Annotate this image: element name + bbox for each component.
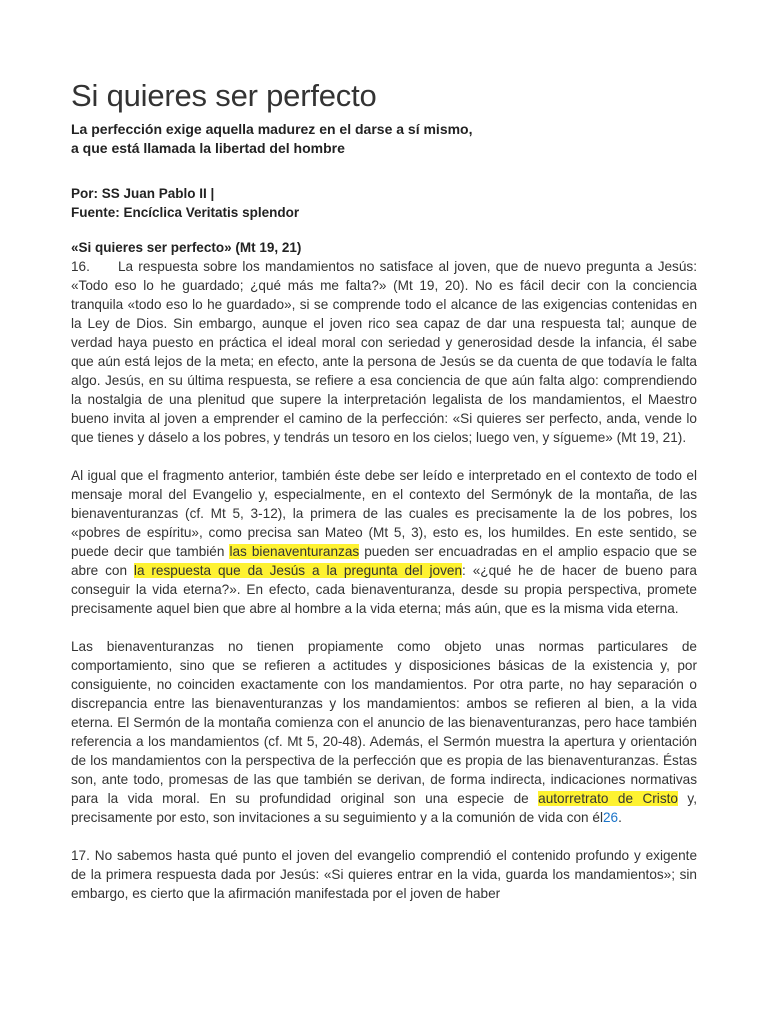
article-subtitle xyxy=(71,120,697,158)
section-heading: «Si quieres ser perfecto» (Mt 19, 21) xyxy=(71,240,302,255)
highlight-respuesta[interactable]: la respuesta que da Jesús a la pregunta del joven xyxy=(133,563,463,578)
paragraph-2 xyxy=(71,466,697,618)
article-body xyxy=(71,78,697,903)
paragraph-17: 17. No sabemos hasta qué punto el joven del evangelio comprendió el contenido profundo y exigente de la primera respuesta dada por Jesús: «Si quieres entrar en la vida, guarda los mandamientos»; sin embargo, es cierto que la afirmación manifestada por el joven de haber xyxy=(71,848,697,901)
paragraph-3 xyxy=(71,637,697,827)
subtitle-line-1: La perfección exige aquella madurez en el darse a sí mismo, xyxy=(71,121,473,137)
paragraph-text: Al igual que el fragmento anterior, también éste debe ser leído e interpretado en el contexto de todo el mensaje moral del Evangelio y, especialmente, en el contexto del Sermónyk de la montaña, de las bienaventuranzas (cf. Mt 5, 3-12), la primera de las cuales es precisamente la de los pobres, los «pobres de espíritu», como precisa san Mateo (Mt 5, 3), esto es, los humildes. En este sentido, se puede decir que también xyxy=(71,468,697,559)
paragraph-text: : «¿qué he de hacer de bueno para conseguir la vida eterna?». En efecto, cada bienaventuranza, desde su propia perspectiva, promete precisamente aquel bien que abre al hombre a la vida eterna; más aún, que es la misma vida eterna. xyxy=(71,563,697,616)
author-line: Por: SS Juan Pablo II | xyxy=(71,186,215,201)
paragraph-16-text: La respuesta sobre los mandamientos no satisface al joven, que de nuevo pregunta a Jesús: «Todo eso lo he guardado; ¿qué más me falta?» (Mt 19, 20). No es fácil decir con la conciencia tranquila «todo eso lo he guardado», si se comprende todo el alcance de las exigencias contenidas en la Ley de Dios. Sin embargo, aunque el joven rico sea capaz de dar una respuesta tal; aunque de verdad haya puesto en práctica el ideal moral con seriedad y generosidad desde la infancia, él sabe que aún está lejos de la meta; en efecto, ante la persona de Jesús se da cuenta de que todavía le falta algo. Jesús, en su última respuesta, se refiere a esa conciencia de que aún falta algo: comprendiendo la nostalgia de una plenitud que supere la interpretación legalista de los mandamientos, el Maestro bueno invita al joven a emprender el camino de la perfección: «Si quieres ser perfecto, anda, vende lo que tienes y dáselo a los pobres, y tendrás un tesoro en los cielos; luego ven, y sígueme» (Mt 19, 21). xyxy=(71,259,697,445)
subtitle-line-2: a que está llamada la libertad del hombre xyxy=(71,140,345,156)
paragraph-text: Las bienaventuranzas no tienen propiamente como objeto unas normas particulares de comportamiento, sino que se refieren a actitudes y disposiciones básicas de la existencia y, por consiguiente, no coinciden exactamente con los mandamientos. Por otra parte, no hay separación o discrepancia entre las bienaventuranzas y los mandamientos: ambos se refieren al bien, a la vida eterna. El Sermón de la montaña comienza con el anuncio de las bienaventuranzas, pero hace también referencia a los mandamientos (cf. Mt 5, 20-48). Además, el Sermón muestra la apertura y orientación de los mandamientos con la perspectiva de la perfección que es propia de las bienaventuranzas. Éstas son, ante todo, promesas de las que también se derivan, de forma indirecta, indicaciones normativas para la vida moral. En su profundidad original son una especie de xyxy=(71,639,697,806)
paragraph-number: 16. xyxy=(71,259,90,274)
source-line: Fuente: Encíclica Veritatis splendor xyxy=(71,205,300,220)
paragraph-text: pueden ser encuadradas en el amplio espacio que se abre con xyxy=(71,544,697,578)
highlight-bienaventuranzas[interactable]: las bienaventuranzas xyxy=(229,544,360,559)
footnote-link[interactable]: 26 xyxy=(602,810,619,825)
paragraph-16 xyxy=(71,257,697,447)
article-meta xyxy=(71,184,697,222)
paragraph-text: y, precisamente por esto, son invitaciones a su seguimiento y a la comunión de vida con él xyxy=(71,791,697,825)
article-title: Si quieres ser perfecto xyxy=(71,78,377,113)
highlight-autorretrato[interactable]: autorretrato de Cristo xyxy=(538,791,678,806)
paragraph-text: . xyxy=(618,810,622,825)
